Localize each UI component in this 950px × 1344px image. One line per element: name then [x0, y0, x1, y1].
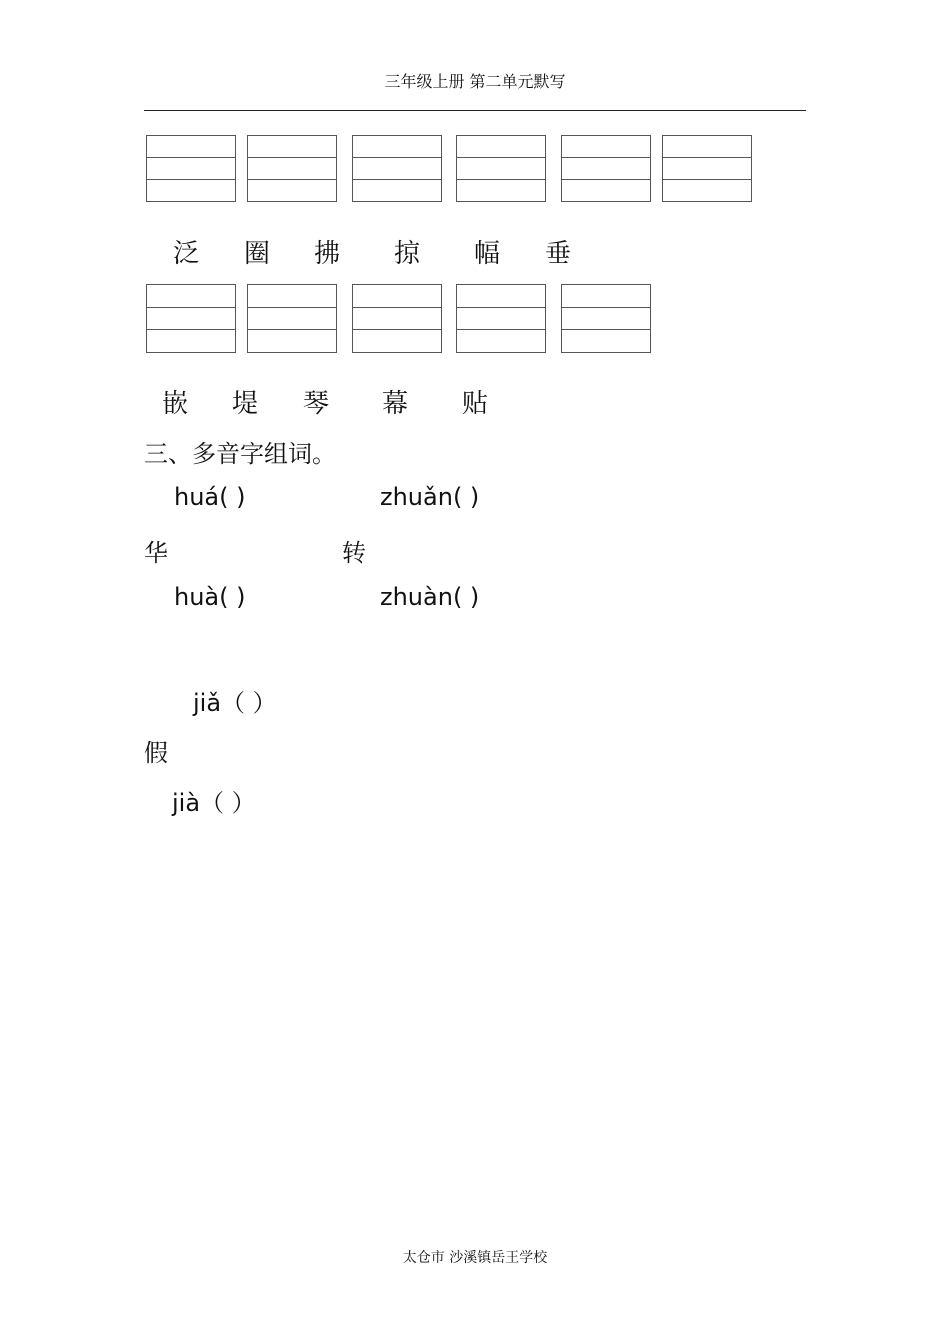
writing-box [352, 284, 442, 353]
writing-box [561, 284, 651, 353]
writing-box [456, 135, 546, 202]
writing-box [146, 284, 236, 353]
polyphone-character: 转 [342, 539, 366, 567]
vocab-character: 泛 [173, 239, 200, 269]
vocab-character: 贴 [462, 389, 489, 419]
section-title: 三、多音字组词。 [144, 440, 336, 468]
page-header-title: 三年级上册 第二单元默写 [384, 72, 566, 91]
writing-box [561, 135, 651, 202]
writing-box [456, 284, 546, 353]
vocab-character: 堤 [232, 389, 259, 419]
vocab-character: 拂 [314, 239, 341, 269]
vocab-character: 圈 [244, 239, 271, 269]
page-footer: 太仓市 沙溪镇岳王学校 [402, 1250, 548, 1266]
vocab-character: 垂 [545, 239, 572, 269]
pinyin-reading: jiǎ（ ） [193, 689, 277, 717]
vocab-character: 幅 [474, 239, 501, 269]
writing-box [247, 135, 337, 202]
header-divider [144, 110, 806, 111]
vocab-character: 幕 [382, 389, 409, 419]
pinyin-reading: huá( ) [174, 483, 246, 511]
writing-box [662, 135, 752, 202]
vocab-character: 掠 [394, 239, 421, 269]
vocab-character: 嵌 [162, 389, 189, 419]
polyphone-character: 华 [144, 539, 168, 567]
pinyin-reading: zhuàn( ) [380, 583, 480, 611]
writing-box [352, 135, 442, 202]
writing-box [146, 135, 236, 202]
polyphone-character: 假 [144, 739, 168, 767]
pinyin-reading: jià（ ） [172, 789, 256, 817]
pinyin-reading: huà( ) [174, 583, 246, 611]
pinyin-reading: zhuǎn( ) [380, 483, 480, 511]
vocab-character: 琴 [303, 389, 330, 419]
writing-box [247, 284, 337, 353]
